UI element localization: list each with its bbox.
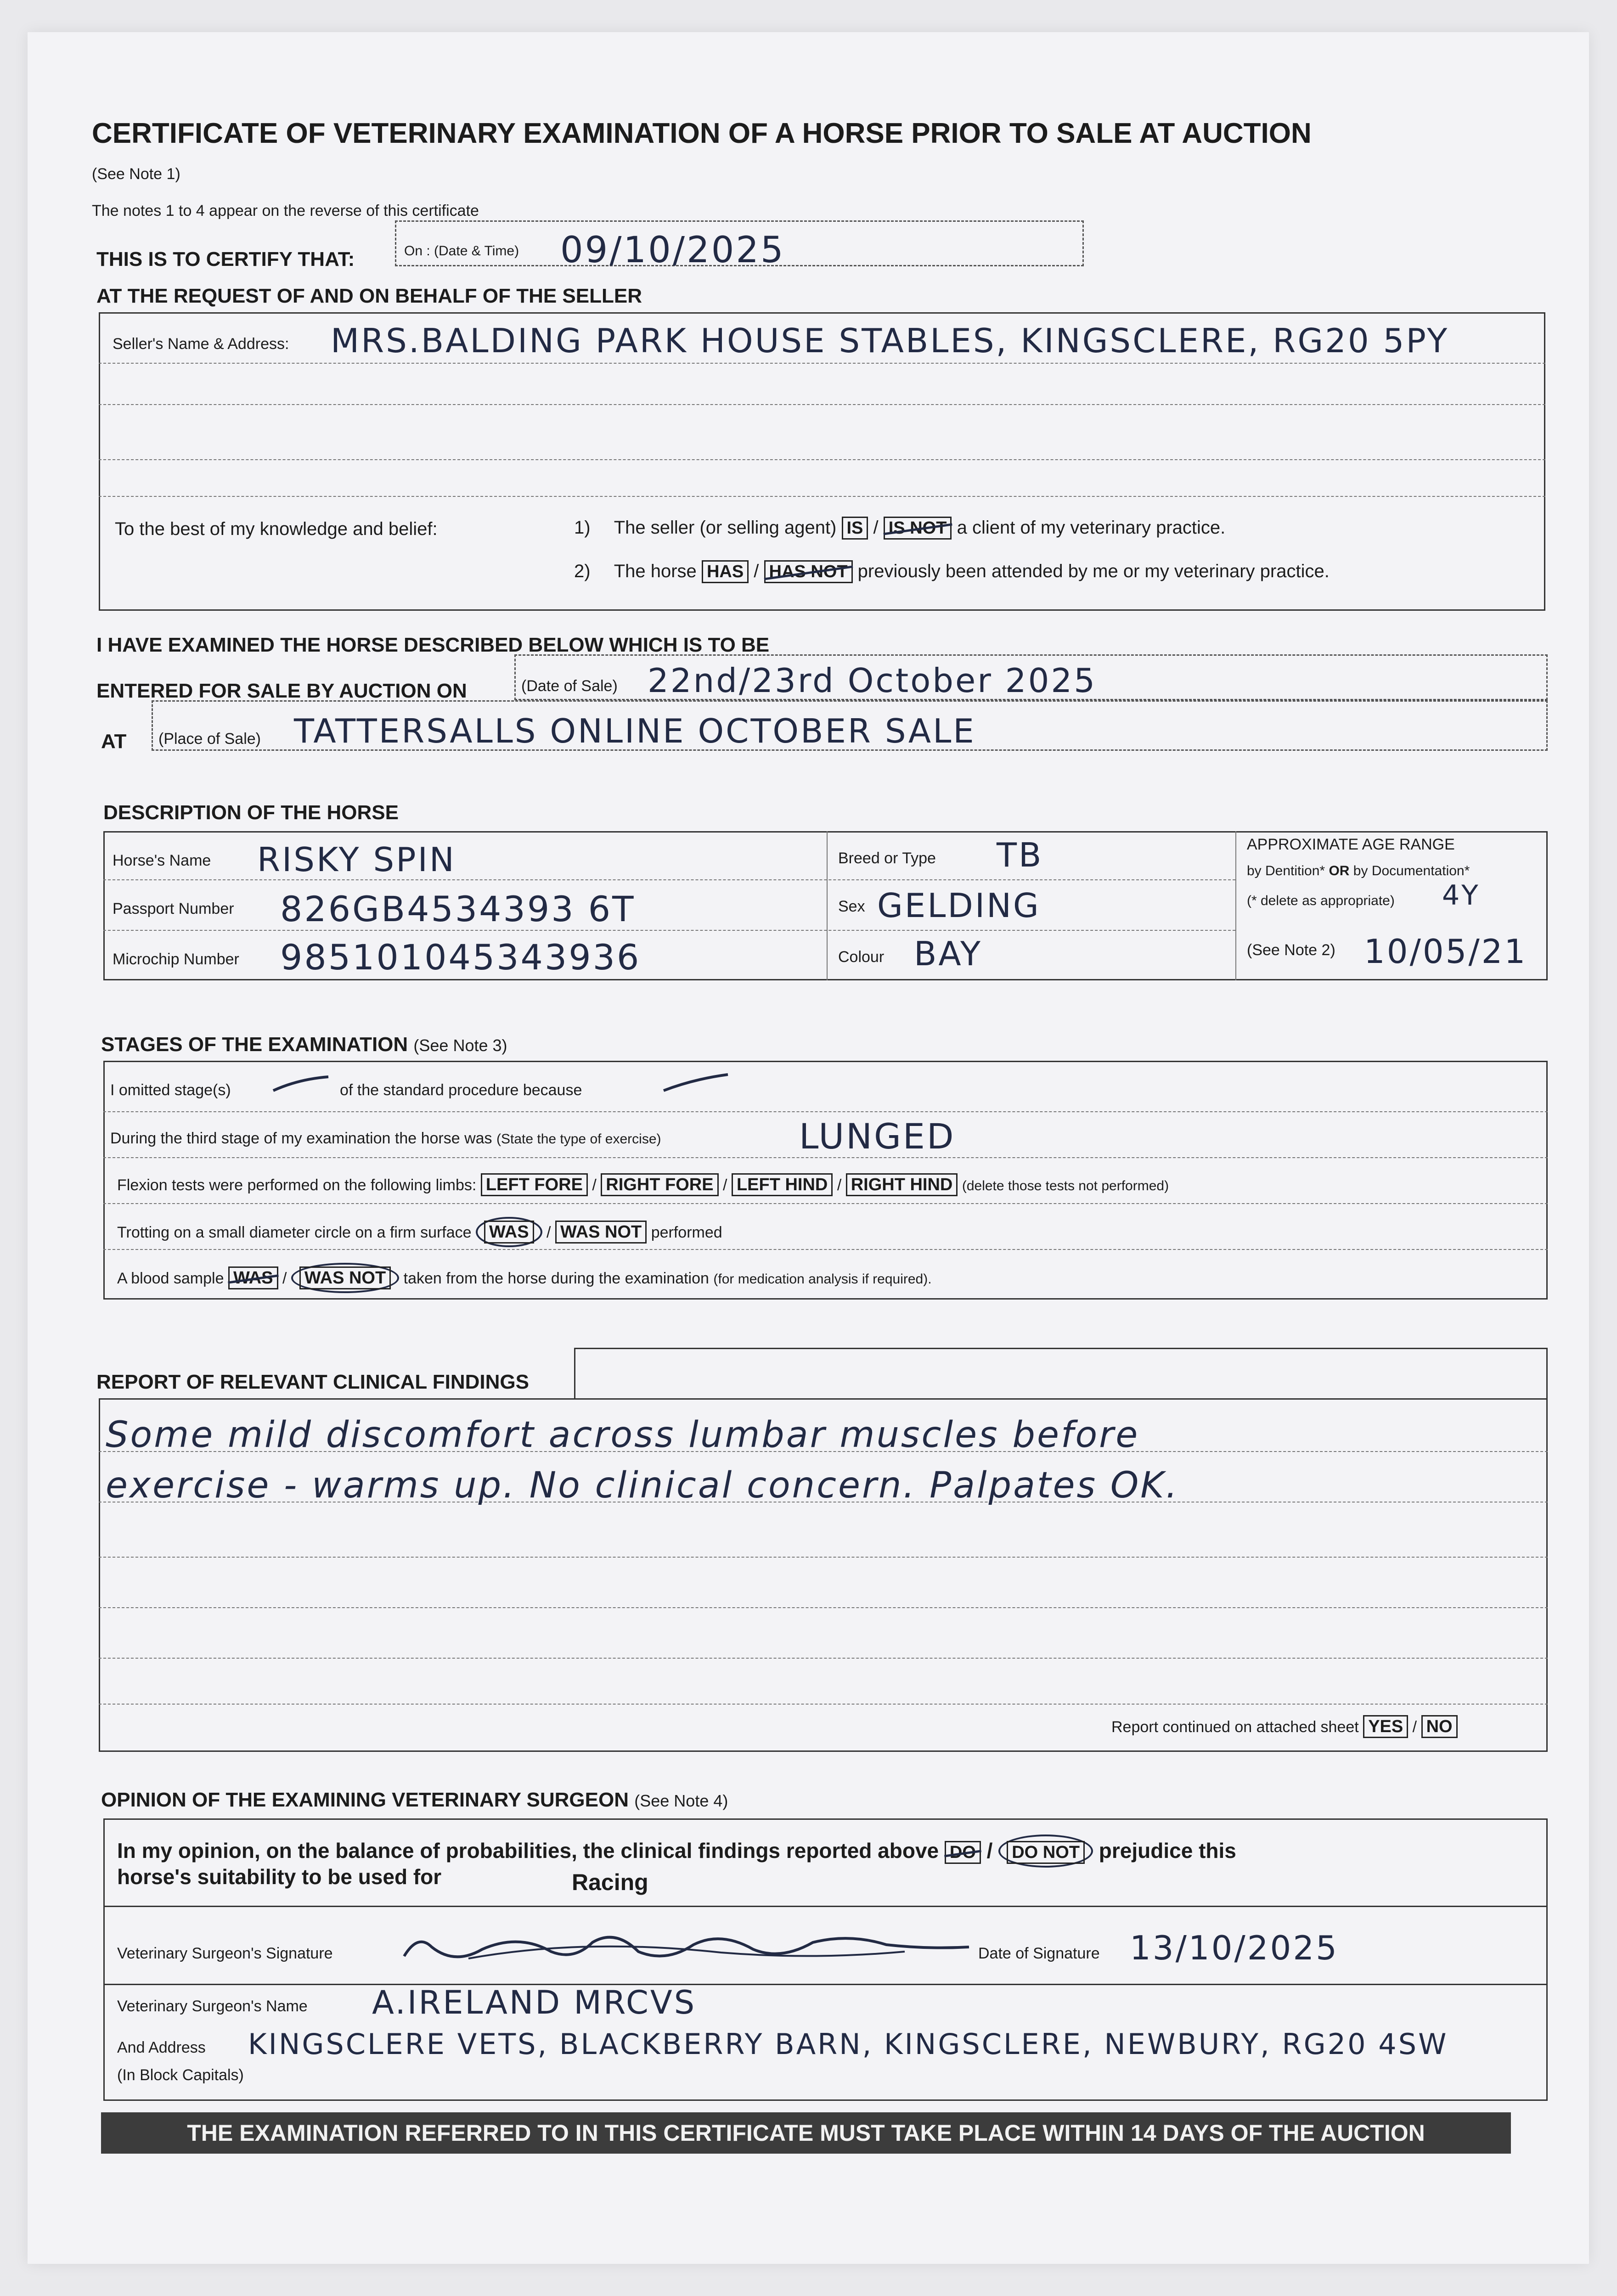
blood-line: A blood sample WAS / WAS NOT taken from the horse during the examination (for medication analysis if required). bbox=[117, 1263, 932, 1293]
third-stage-value: LUNGED bbox=[799, 1116, 956, 1157]
age-or: OR bbox=[1329, 863, 1350, 878]
blood-label: A blood sample bbox=[117, 1270, 224, 1287]
item2-pre: The horse bbox=[614, 561, 697, 581]
item2-has-option: HAS bbox=[702, 560, 749, 583]
third-stage-note: (State the type of exercise) bbox=[496, 1131, 661, 1147]
opinion-heading-note: (See Note 4) bbox=[634, 1791, 728, 1810]
block-capitals-note: (In Block Capitals) bbox=[117, 2066, 244, 2084]
sex-value: GELDING bbox=[877, 886, 1041, 925]
stages-heading bbox=[101, 1033, 507, 1056]
rule bbox=[99, 496, 1545, 497]
item1-num: 1) bbox=[574, 518, 591, 538]
flexion-line: Flexion tests were performed on the following limbs: LEFT FORE / RIGHT FORE / LEFT HIND / RIGHT HIND (delete those tests not performed) bbox=[117, 1173, 1169, 1196]
date-signature-value: 13/10/2025 bbox=[1130, 1929, 1339, 1967]
rule bbox=[99, 404, 1545, 405]
item1-isnot-option: IS NOT bbox=[884, 517, 952, 540]
divider bbox=[1235, 831, 1236, 980]
rule bbox=[99, 459, 1545, 460]
stages-heading-text: STAGES OF THE EXAMINATION bbox=[101, 1033, 408, 1056]
flexion-left-hind: LEFT HIND bbox=[732, 1173, 833, 1196]
third-stage-line bbox=[110, 1130, 661, 1148]
age-value: 4Y bbox=[1442, 879, 1480, 912]
omitted-because: of the standard procedure because bbox=[340, 1081, 582, 1099]
signature-scribble bbox=[400, 1924, 974, 1970]
omitted-label: I omitted stage(s) bbox=[110, 1081, 231, 1099]
third-stage-label: During the third stage of my examination the horse was bbox=[110, 1130, 492, 1147]
age-by-documentation: by Documentation* bbox=[1353, 863, 1470, 878]
age-method-line bbox=[1247, 863, 1470, 879]
item2-hasnot-option: HAS NOT bbox=[764, 560, 853, 583]
vet-address-label: And Address bbox=[117, 2039, 206, 2056]
item2-post: previously been attended by me or my veterinary practice. bbox=[857, 561, 1330, 581]
report-header-box bbox=[574, 1348, 1548, 1398]
trotting-label: Trotting on a small diameter circle on a firm surface bbox=[117, 1224, 472, 1241]
microchip-value: 985101045343936 bbox=[280, 937, 641, 978]
examined-heading: I HAVE EXAMINED THE HORSE DESCRIBED BELOW WHICH IS TO BE bbox=[96, 634, 770, 656]
flexion-right-hind: RIGHT HIND bbox=[846, 1173, 958, 1196]
signature-label: Veterinary Surgeon's Signature bbox=[117, 1945, 333, 1962]
rule bbox=[103, 930, 1235, 931]
on-date-value: 09/10/2025 bbox=[560, 230, 785, 271]
certify-label: THIS IS TO CERTIFY THAT: bbox=[96, 248, 355, 270]
certificate-title: CERTIFICATE OF VETERINARY EXAMINATION OF A HORSE PRIOR TO SALE AT AUCTION bbox=[92, 118, 1312, 149]
flexion-note: (delete those tests not performed) bbox=[962, 1178, 1169, 1193]
horse-name-label: Horse's Name bbox=[113, 852, 211, 869]
breed-label: Breed or Type bbox=[838, 850, 936, 867]
flexion-label: Flexion tests were performed on the following limbs: bbox=[117, 1176, 477, 1194]
notes-line: The notes 1 to 4 appear on the reverse of this certificate bbox=[92, 202, 479, 219]
rule bbox=[99, 363, 1545, 364]
at-label: AT bbox=[101, 730, 127, 753]
report-continued: Report continued on attached sheet YES / NO bbox=[1111, 1715, 1458, 1738]
report-continued-no: NO bbox=[1421, 1715, 1458, 1738]
item1-pre: The seller (or selling agent) bbox=[614, 518, 837, 538]
vet-name-value: A.IRELAND MRCVS bbox=[372, 1984, 697, 2021]
age-note: (See Note 2) bbox=[1247, 941, 1335, 959]
age-heading: APPROXIMATE AGE RANGE bbox=[1247, 836, 1455, 853]
stages-heading-note: (See Note 3) bbox=[413, 1036, 507, 1055]
opinion-text-post: prejudice this bbox=[1099, 1839, 1236, 1863]
blood-note: (for medication analysis if required). bbox=[713, 1272, 932, 1287]
report-continued-label: Report continued on attached sheet bbox=[1111, 1718, 1359, 1736]
opinion-text-line1: In my opinion, on the balance of probabilities, the clinical findings reported above DO / DO NOT prejudice this bbox=[117, 1835, 1236, 1868]
sale-place-label: (Place of Sale) bbox=[158, 730, 261, 748]
age-by-dentition: by Dentition* bbox=[1247, 863, 1325, 878]
report-heading: REPORT OF RELEVANT CLINICAL FINDINGS bbox=[96, 1371, 529, 1393]
date-signature-label: Date of Signature bbox=[978, 1945, 1100, 1962]
passport-value: 826GB4534393 6T bbox=[280, 889, 636, 929]
breed-value: TB bbox=[997, 836, 1043, 874]
blood-was-not-option: WAS NOT bbox=[299, 1266, 391, 1289]
knowledge-item2 bbox=[574, 560, 1330, 583]
microchip-label: Microchip Number bbox=[113, 951, 239, 968]
rule bbox=[103, 1157, 1548, 1158]
footer-banner: THE EXAMINATION REFERRED TO IN THIS CERTIFICATE MUST TAKE PLACE WITHIN 14 DAYS OF THE AUCTION bbox=[101, 2112, 1511, 2154]
sale-date-value: 22nd/23rd October 2025 bbox=[648, 661, 1097, 700]
omitted-dash-mark bbox=[271, 1075, 331, 1093]
sale-date-label: (Date of Sale) bbox=[521, 677, 618, 695]
seller-value: MRS.BALDING PARK HOUSE STABLES, KINGSCLERE, RG20 5PY bbox=[331, 321, 1449, 360]
knowledge-item1 bbox=[574, 517, 1225, 540]
rule bbox=[103, 1203, 1548, 1204]
passport-label: Passport Number bbox=[113, 900, 234, 917]
item1-post: a client of my veterinary practice. bbox=[957, 518, 1226, 538]
trotting-line: Trotting on a small diameter circle on a firm surface WAS / WAS NOT performed bbox=[117, 1217, 722, 1247]
trotting-was-option: WAS bbox=[484, 1221, 534, 1244]
request-heading: AT THE REQUEST OF AND ON BEHALF OF THE SELLER bbox=[96, 285, 642, 307]
divider bbox=[827, 831, 828, 980]
opinion-heading bbox=[101, 1789, 728, 1812]
report-line-1: Some mild discomfort across lumbar muscles before bbox=[106, 1414, 1140, 1456]
seller-label: Seller's Name & Address: bbox=[113, 335, 289, 353]
item2-sep: / bbox=[754, 561, 759, 581]
flexion-left-fore: LEFT FORE bbox=[481, 1173, 588, 1196]
blood-post: taken from the horse during the examination bbox=[403, 1270, 709, 1287]
opinion-text-line2: horse's suitability to be used for bbox=[117, 1865, 442, 1889]
report-continued-yes: YES bbox=[1363, 1715, 1408, 1738]
sex-label: Sex bbox=[838, 898, 865, 915]
see-note-1: (See Note 1) bbox=[92, 165, 180, 183]
rule bbox=[103, 1906, 1548, 1907]
opinion-text-pre: In my opinion, on the balance of probabilities, the clinical findings reported above bbox=[117, 1839, 939, 1863]
entered-label: ENTERED FOR SALE BY AUCTION ON bbox=[96, 680, 467, 702]
description-heading: DESCRIPTION OF THE HORSE bbox=[103, 801, 399, 824]
trotting-post: performed bbox=[651, 1224, 722, 1241]
report-line-2: exercise - warms up. No clinical concern. Palpates OK. bbox=[106, 1465, 1179, 1506]
opinion-do-not-option: DO NOT bbox=[1007, 1841, 1085, 1864]
sale-place-value: TATTERSALLS ONLINE OCTOBER SALE bbox=[294, 712, 976, 750]
opinion-heading-text: OPINION OF THE EXAMINING VETERINARY SURGEON bbox=[101, 1789, 629, 1811]
blood-was-option: WAS bbox=[228, 1266, 278, 1289]
opinion-do-option: DO bbox=[945, 1841, 981, 1864]
rule bbox=[99, 1607, 1548, 1608]
item1-is-option: IS bbox=[842, 517, 868, 540]
vet-address-value: KINGSCLERE VETS, BLACKBERRY BARN, KINGSCLERE, NEWBURY, RG20 4SW bbox=[248, 2027, 1448, 2061]
horse-name-value: RISKY SPIN bbox=[257, 840, 456, 879]
rule bbox=[103, 1984, 1548, 1985]
rule bbox=[103, 1249, 1548, 1250]
colour-value: BAY bbox=[914, 934, 983, 973]
colour-label: Colour bbox=[838, 948, 885, 966]
rule bbox=[99, 1658, 1548, 1659]
rule bbox=[103, 1111, 1548, 1112]
item1-sep: / bbox=[873, 518, 879, 538]
age-delete-note: (* delete as appropriate) bbox=[1247, 893, 1395, 908]
dob-value: 10/05/21 bbox=[1364, 932, 1527, 971]
rule bbox=[99, 1704, 1548, 1705]
on-date-label: On : (Date & Time) bbox=[404, 243, 519, 259]
rule bbox=[99, 1557, 1548, 1558]
vet-name-label: Veterinary Surgeon's Name bbox=[117, 1998, 308, 2015]
opinion-use-value: Racing bbox=[572, 1869, 648, 1895]
because-dash-mark bbox=[661, 1072, 730, 1093]
rule bbox=[103, 879, 1235, 880]
knowledge-label: To the best of my knowledge and belief: bbox=[115, 519, 438, 539]
flexion-right-fore: RIGHT FORE bbox=[601, 1173, 718, 1196]
trotting-was-not-option: WAS NOT bbox=[555, 1221, 647, 1244]
item2-num: 2) bbox=[574, 561, 591, 581]
